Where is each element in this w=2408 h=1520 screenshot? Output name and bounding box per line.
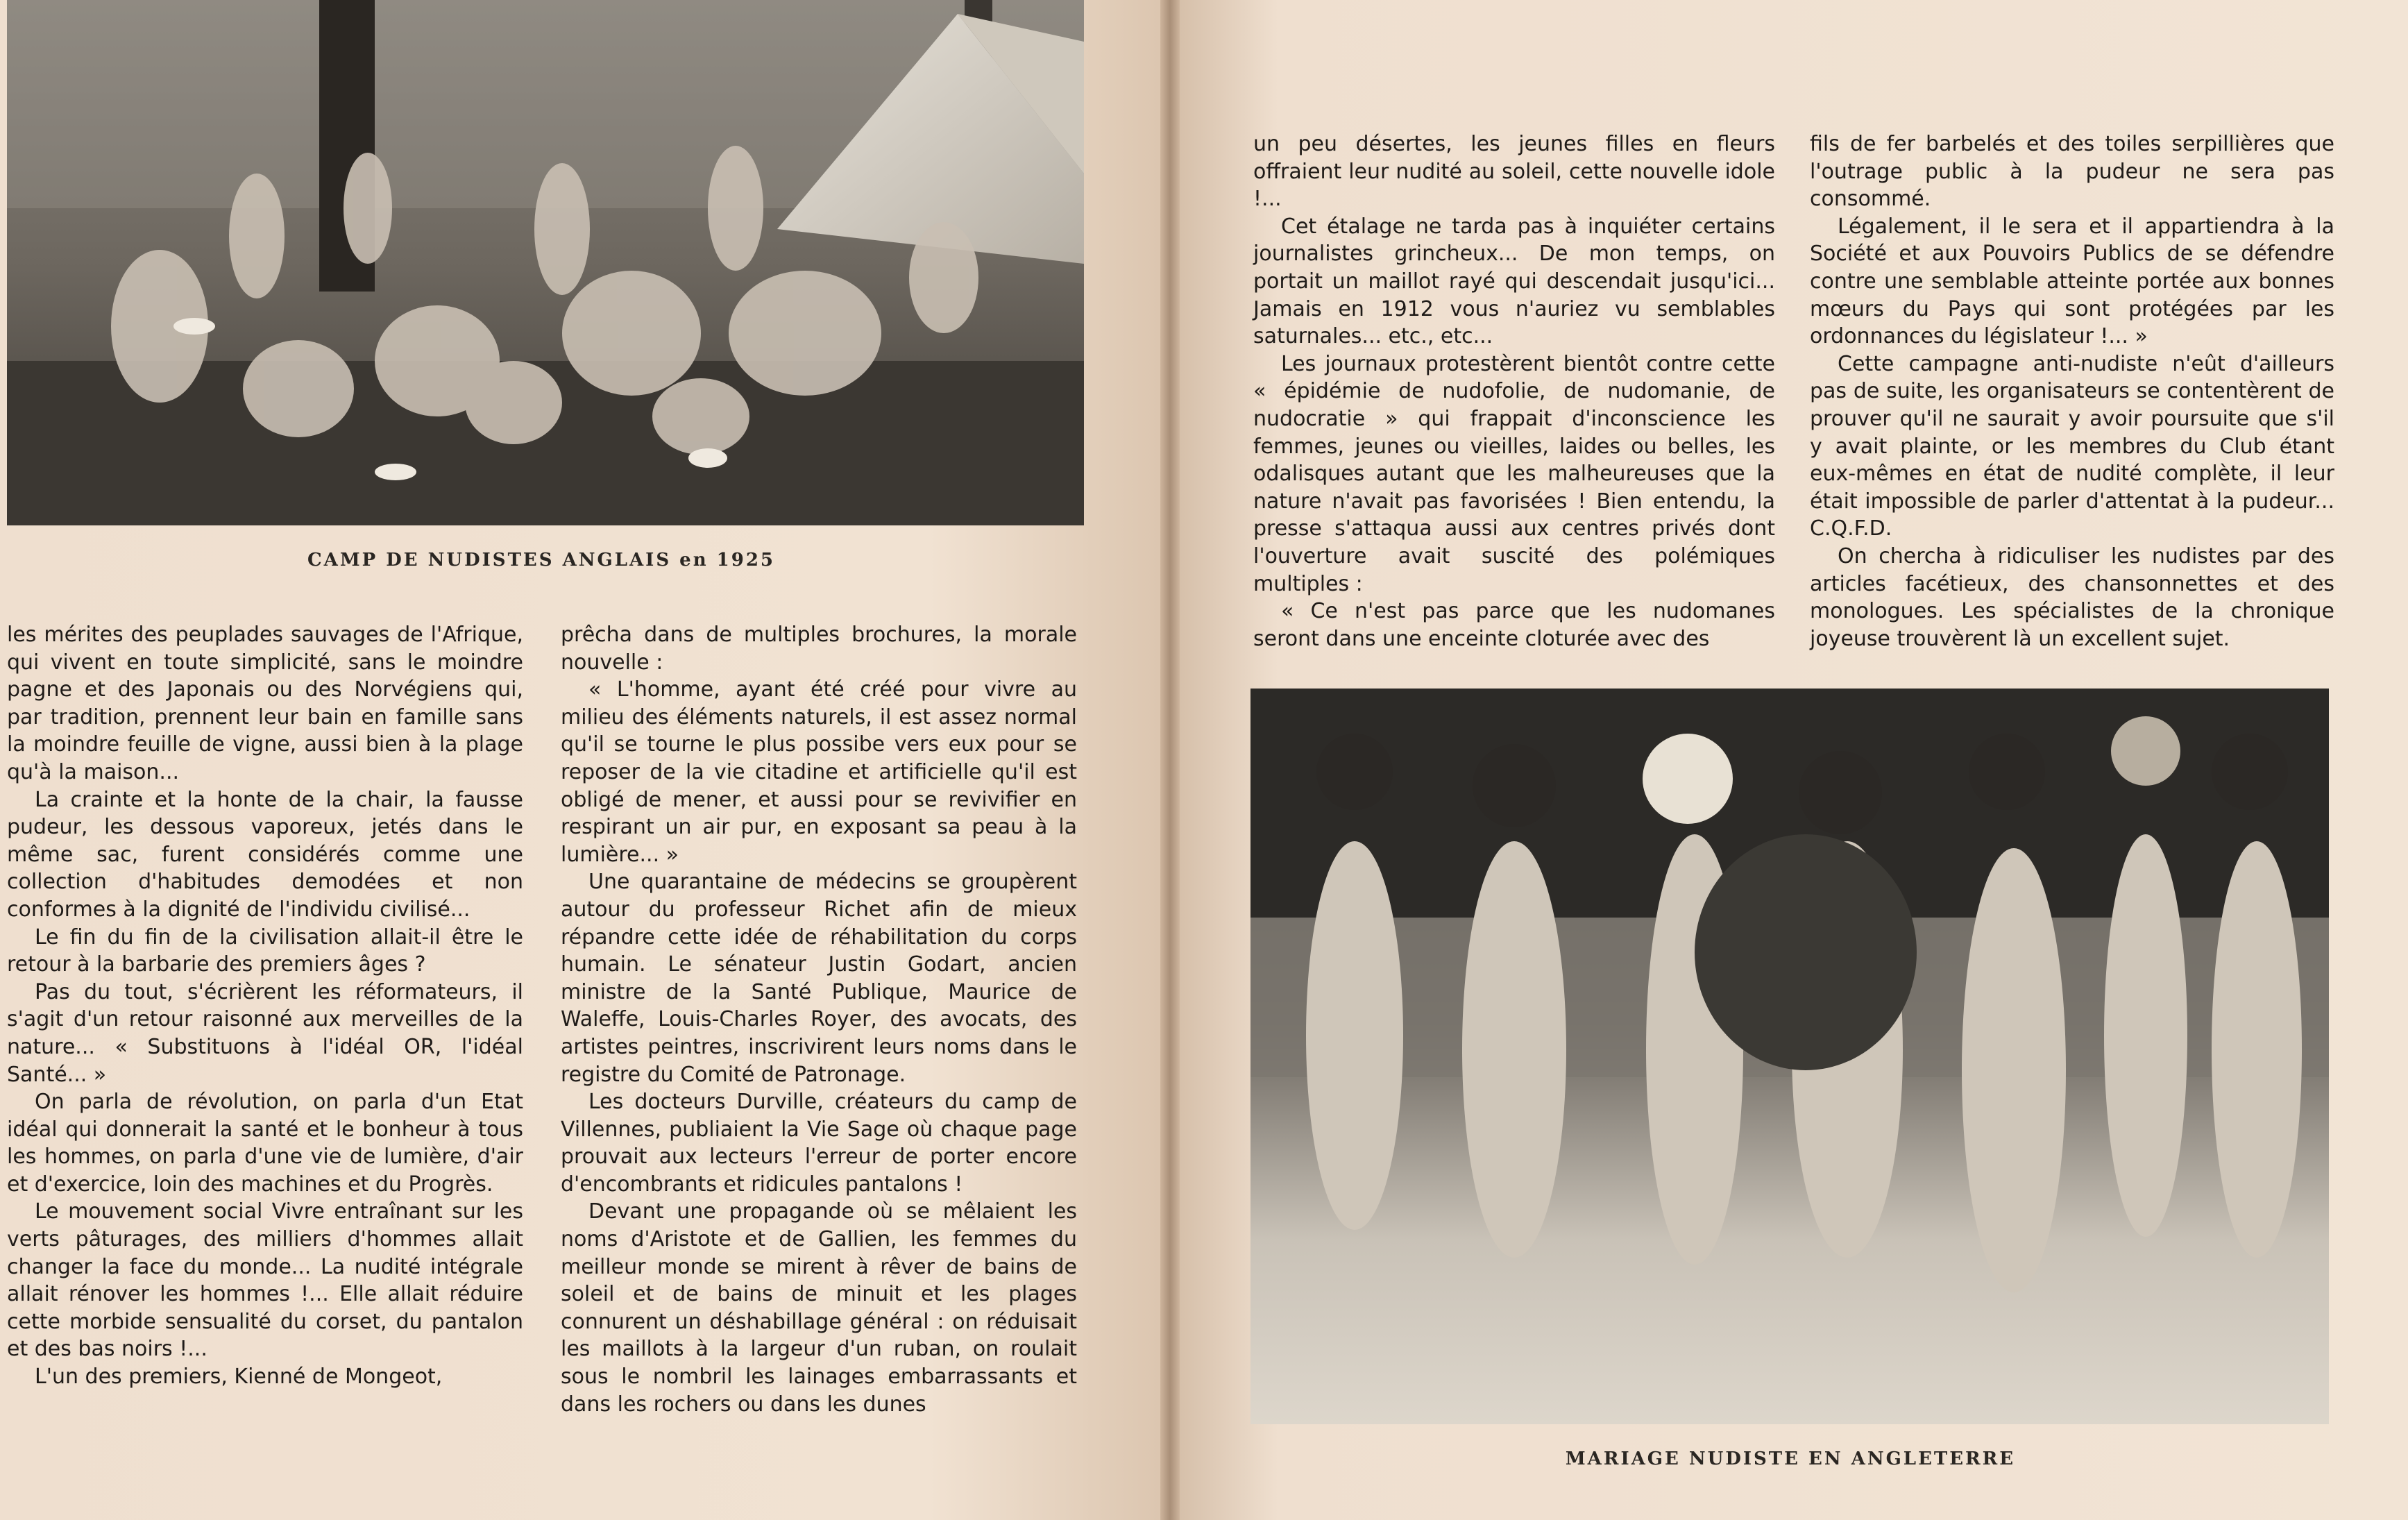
- camp-photo: [7, 0, 1084, 525]
- camp-photo-caption: CAMP DE NUDISTES ANGLAIS en 1925: [307, 550, 776, 571]
- text-column-3: [1253, 130, 1775, 652]
- paragraph: Pas du tout, s'écrièrent les réformateurs, il s'agit d'un retour raisonné aux merveilles de la nature... « Substituons à l'idéal OR, l'idéal Santé... »: [7, 979, 523, 1087]
- paragraph: Cet étalage ne tarda pas à inquiéter certains journalistes grincheux... De mon temps, on portait un maillot rayé qui descendait jusqu'ici... Jamais en 1912 vous n'auriez vu semblables saturnales... etc., etc...: [1253, 214, 1775, 349]
- paragraph: Le mouvement social Vivre entraînant sur les verts pâturages, des milliers d'hommes allait changer la face du monde... La nudité intégrale allait rénover les hommes !... Elle allait réduire cette morbide sensualité du corset, du pantalon et des bas noirs !...: [7, 1199, 523, 1362]
- paragraph: « L'homme, ayant été créé pour vivre au milieu des éléments naturels, il est assez normal qu'il se tourne le plus possibe vers eux pour se reposer de la vie citadine et artificielle qu'il est obligé de mener, et aussi pour se revivifier en respirant un air pur, en exposant sa peau à la lumière... »: [561, 677, 1077, 867]
- paragraph: « Ce n'est pas parce que les nudomanes seront dans une enceinte cloturée avec des: [1253, 599, 1775, 651]
- paragraph: Les docteurs Durville, créateurs du camp de Villennes, publiaient la Vie Sage où chaque page prouvait aux lecteurs l'erreur de porter encore d'encombrants et ridicules pantalons !: [561, 1090, 1077, 1197]
- paragraph: Une quarantaine de médecins se groupèrent autour du professeur Richet afin de mieux répandre cette idée de réhabilitation du corps humain. Le sénateur Justin Godart, ancien ministre de la Santé Publique, Maurice de Waleffe, Louis-Charles Royer, des avocats, des artistes peintres, inscrivirent leurs noms dans le registre du Comité de Patronage.: [561, 870, 1077, 1087]
- wedding-photo: [1250, 689, 2329, 1424]
- text-column-1: [7, 621, 523, 1391]
- paragraph: On chercha à ridiculiser les nudistes par des articles facétieux, des chansonnettes et des monologues. Les spécialistes de la chronique joyeuse trouvèrent là un excellent sujet.: [1810, 543, 2334, 651]
- paragraph: Devant une propagande où se mêlaient les noms d'Aristote et de Gallien, les femmes du meilleur monde se mirent à rêver de bains de soleil et de bains de minuit et les plages connurent un déshabillage général : on réduisait les maillots à la largeur d'un ruban, on roulait sous le nombril les lainages embarrassants et dans les rochers ou dans les dunes: [561, 1199, 1077, 1417]
- paragraph: Légalement, il le sera et il appartiendra à la Société et aux Pouvoirs Publics de se défendre contre une semblable atteinte portée aux bonnes mœurs du Pays qui sont protégées par les ordonnances du législateur !... »: [1810, 214, 2334, 349]
- paragraph: Cette campagne anti-nudiste n'eût d'ailleurs pas de suite, les organisateurs se contentèrent de prouver qu'il ne saurait y avoir poursuite que s'il y avait plainte, or les membres du Club étant eux-mêmes en état de nudité complète, il leur était impossible de parler d'attentat à la pudeur... C.Q.F.D.: [1810, 351, 2334, 541]
- paragraph: fils de fer barbelés et des toiles serpillières que l'outrage public à la pudeur ne sera pas consommé.: [1810, 132, 2334, 212]
- paragraph: On parla de révolution, on parla d'un Etat idéal qui donnerait la santé et le bonheur à tous les hommes, on parla d'une vie de lumière, d'air et d'exercice, loin des machines et du Progrès.: [7, 1090, 523, 1197]
- paragraph: Le fin du fin de la civilisation allait-il être le retour à la barbarie des premiers âges ?: [7, 924, 523, 977]
- paragraph: La crainte et la honte de la chair, la fausse pudeur, les dessous vaporeux, jetés dans le même sac, furent considérés comme une collection d'habitudes demodées et non conformes à la dignité de l'individu civilisé...: [7, 787, 523, 922]
- text-column-4: [1810, 130, 2334, 652]
- paragraph: prêcha dans de multiples brochures, la morale nouvelle :: [561, 623, 1077, 675]
- paragraph: L'un des premiers, Kienné de Mongeot,: [35, 1365, 443, 1390]
- wedding-photo-caption: MARIAGE NUDISTE EN ANGLETERRE: [1565, 1449, 2016, 1469]
- paragraph: les mérites des peuplades sauvages de l'Afrique, qui vivent en toute simplicité, sans le moindre pagne et des Japonais ou des Norvégiens qui, par tradition, prennent leur bain en famille sans la moindre feuille de vigne, aussi bien à la plage qu'à la maison...: [7, 623, 523, 784]
- camp-photo-image: [7, 0, 1084, 525]
- paragraph: Les journaux protestèrent bientôt contre cette « épidémie de nudofolie, de nudomanie, de nudocratie » qui frappait d'inconscience les femmes, jeunes ou vieilles, laides ou belles, les odalisques autant que les malheureuses que la nature n'avait pas favorisées ! Bien entendu, la presse s'attaqua aussi aux centres privés dont l'ouverture avait suscité des polémiques multiples :: [1253, 351, 1775, 596]
- paragraph: un peu désertes, les jeunes filles en fleurs offraient leur nudité au soleil, cette nouvelle idole !...: [1253, 132, 1775, 212]
- wedding-photo-image: [1250, 689, 2329, 1424]
- text-column-2: [561, 621, 1077, 1418]
- book-gutter: [1160, 0, 1180, 1520]
